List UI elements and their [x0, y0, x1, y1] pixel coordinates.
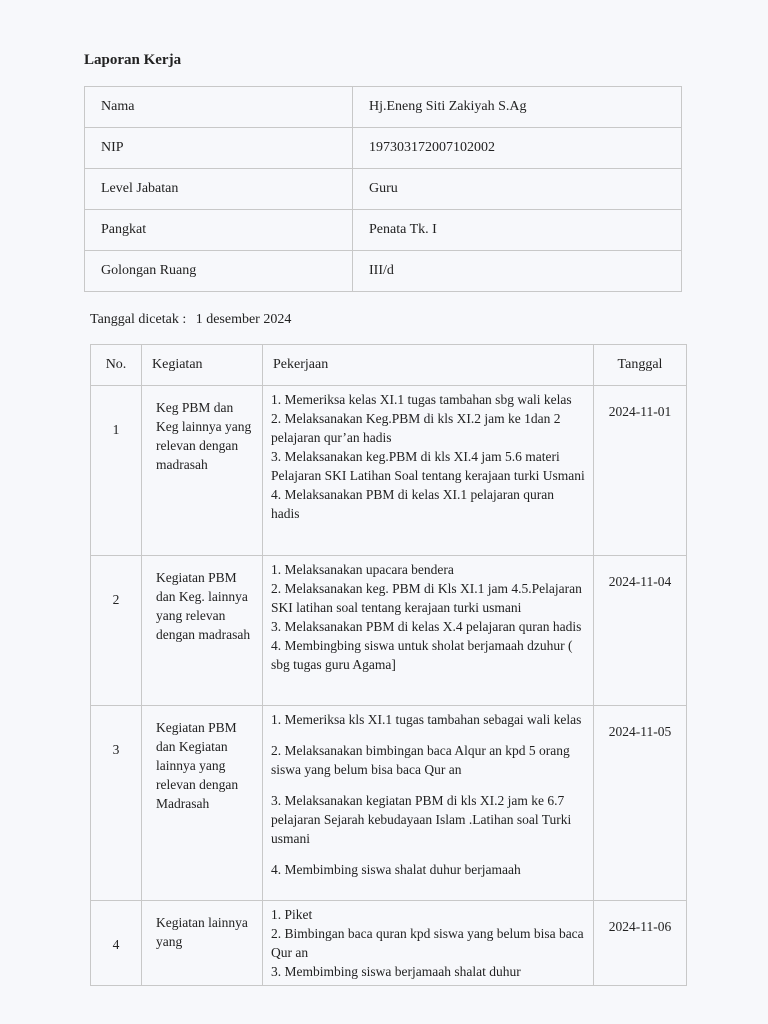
info-value: Hj.Eneng Siti Zakiyah S.Ag: [353, 87, 682, 128]
row-tanggal: 2024-11-06: [594, 901, 687, 986]
pekerjaan-item: 1. Melaksanakan upacara bendera: [271, 562, 454, 577]
row-kegiatan: Kegiatan lainnya yang: [142, 901, 263, 986]
row-no: 2: [91, 556, 142, 706]
activity-row: [91, 556, 687, 706]
row-pekerjaan: [263, 556, 594, 706]
printed-date-line: [90, 312, 297, 328]
header-no: No.: [91, 345, 142, 386]
info-value: III/d: [353, 251, 682, 292]
activity-row: [91, 706, 687, 901]
row-kegiatan: Keg PBM dan Keg lainnya yang relevan dengan madrasah: [142, 386, 263, 556]
activity-table: [90, 344, 687, 986]
row-kegiatan: Kegiatan PBM dan Keg. lainnya yang relevan dengan madrasah: [142, 556, 263, 706]
activity-header-row: [91, 345, 687, 386]
printed-label: Tanggal dicetak :: [90, 312, 187, 327]
header-tanggal: Tanggal: [594, 345, 687, 386]
row-pekerjaan: [263, 706, 594, 901]
pekerjaan-item: 2. Melaksanakan keg. PBM di Kls XI.1 jam 4.5.Pelajaran SKI latihan soal tentang kerajaan turki usmani: [271, 581, 582, 615]
info-label: Nama: [85, 87, 353, 128]
info-label: Level Jabatan: [85, 169, 353, 210]
row-no: 4: [91, 901, 142, 986]
pekerjaan-item: 2. Melaksanakan Keg.PBM di kls XI.2 jam ke 1dan 2 pelajaran qur’an hadis: [271, 411, 561, 445]
row-kegiatan: Kegiatan PBM dan Kegiatan lainnya yang relevan dengan Madrasah: [142, 706, 263, 901]
header-kegiatan: Kegiatan: [142, 345, 263, 386]
row-no: 3: [91, 706, 142, 901]
pekerjaan-item: 2. Melaksanakan bimbingan baca Alqur an kpd 5 orang siswa yang belum bisa baca Qur an: [271, 743, 570, 777]
header-pekerjaan: Pekerjaan: [263, 345, 594, 386]
row-pekerjaan: [263, 386, 594, 556]
pekerjaan-item: 4. Melaksanakan PBM di kelas XI.1 pelajaran quran hadis: [271, 487, 555, 521]
pekerjaan-item: 1. Piket: [271, 907, 313, 922]
report-title: Laporan Kerja: [84, 52, 182, 68]
activity-row: [91, 901, 687, 986]
info-row: [85, 169, 682, 210]
info-value: Penata Tk. I: [353, 210, 682, 251]
info-value: Guru: [353, 169, 682, 210]
info-row: [85, 128, 682, 169]
pekerjaan-item: 3. Membimbing siswa berjamaah shalat duhur: [271, 964, 521, 979]
printed-date: 1 desember 2024: [195, 312, 292, 327]
pekerjaan-item: 2. Bimbingan baca quran kpd siswa yang belum bisa baca Qur an: [271, 926, 584, 960]
info-row: [85, 87, 682, 128]
row-no: 1: [91, 386, 142, 556]
pekerjaan-item: 1. Memeriksa kelas XI.1 tugas tambahan sbg wali kelas: [271, 392, 572, 407]
pekerjaan-item: 3. Melaksanakan PBM di kelas X.4 pelajaran quran hadis: [271, 619, 582, 634]
info-row: [85, 210, 682, 251]
info-value: 197303172007102002: [353, 128, 682, 169]
info-label: Golongan Ruang: [85, 251, 353, 292]
pekerjaan-item: 3. Melaksanakan keg.PBM di kls XI.4 jam 5.6 materi Pelajaran SKI Latihan Soal tentang kerajaan turki Usmani: [271, 449, 585, 483]
pekerjaan-item: 4. Membingbing siswa untuk sholat berjamaah dzuhur ( sbg tugas guru Agama]: [271, 638, 573, 672]
info-row: [85, 251, 682, 292]
info-label: NIP: [85, 128, 353, 169]
pekerjaan-item: 1. Memeriksa kls XI.1 tugas tambahan sebagai wali kelas: [271, 712, 582, 727]
row-tanggal: 2024-11-04: [594, 556, 687, 706]
row-tanggal: 2024-11-01: [594, 386, 687, 556]
pekerjaan-item: 3. Melaksanakan kegiatan PBM di kls XI.2 jam ke 6.7 pelajaran Sejarah kebudayaan Islam .Latihan soal Turki usmani: [271, 793, 572, 846]
row-pekerjaan: [263, 901, 594, 986]
row-tanggal: 2024-11-05: [594, 706, 687, 901]
employee-info-table: [84, 86, 682, 292]
pekerjaan-item: 4. Membimbing siswa shalat duhur berjamaah: [271, 862, 521, 877]
activity-row: [91, 386, 687, 556]
info-label: Pangkat: [85, 210, 353, 251]
